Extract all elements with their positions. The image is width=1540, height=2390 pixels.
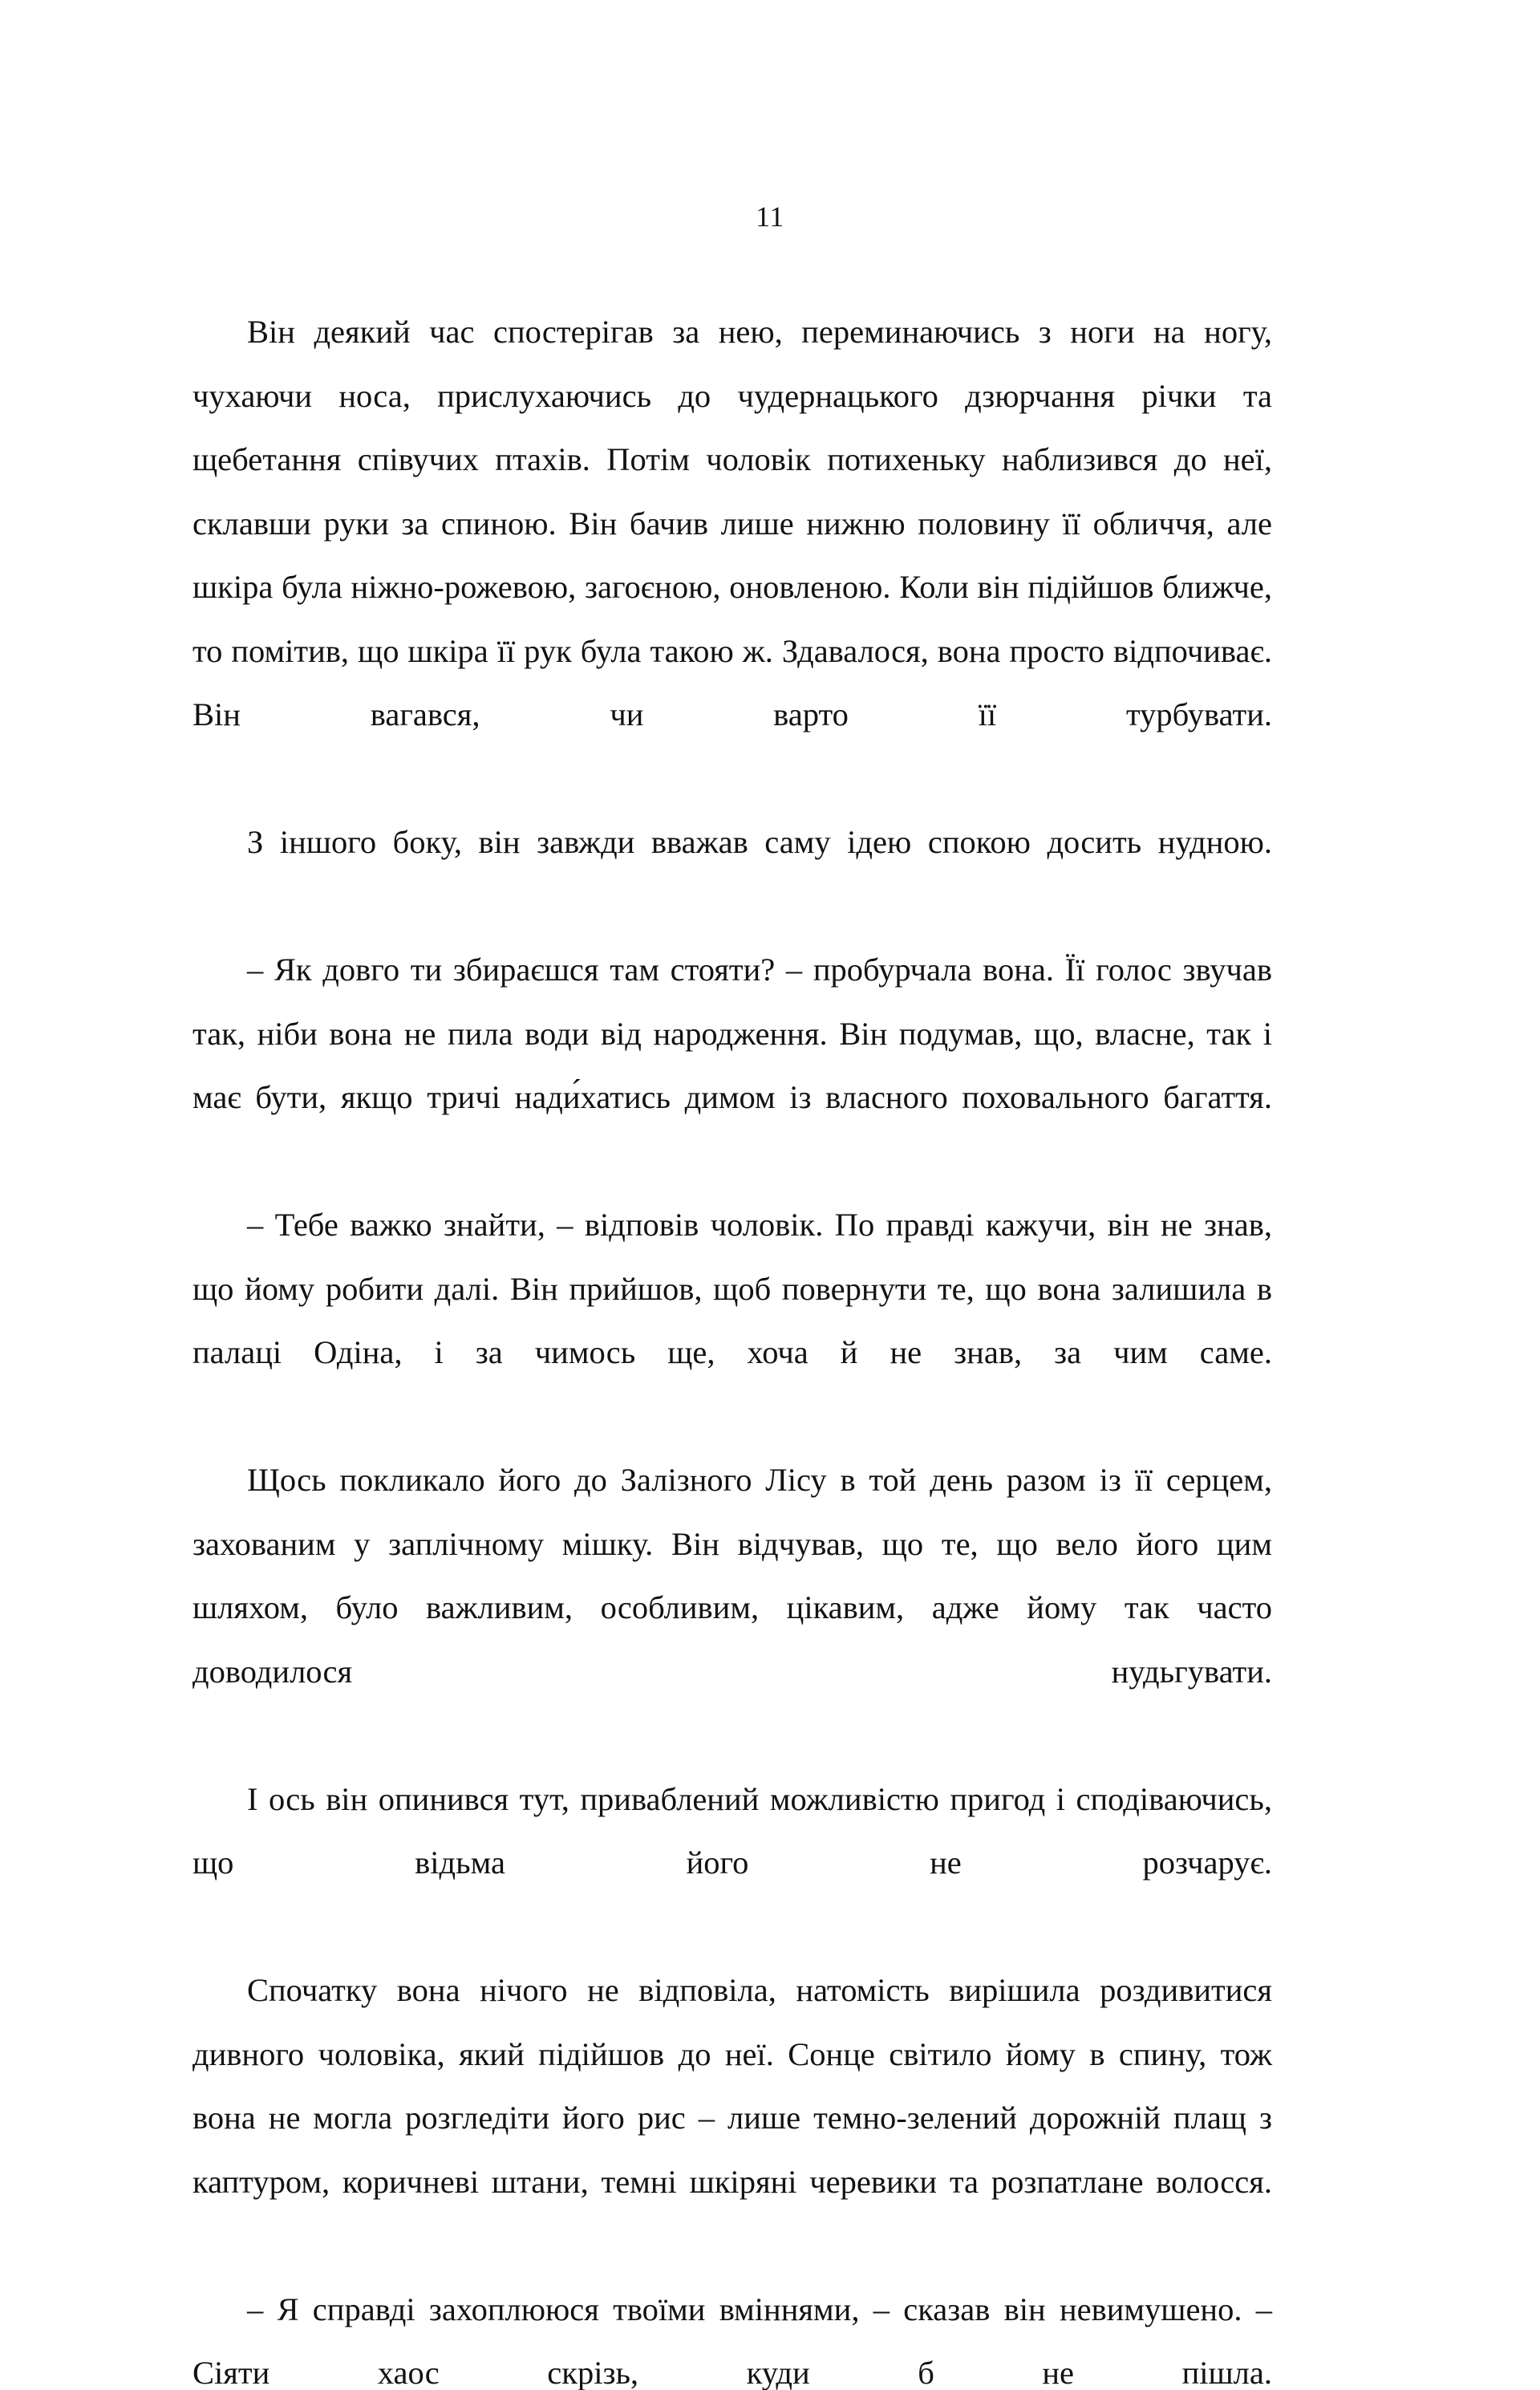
paragraph: І ось він опинився тут, приваблений можливістю пригод і сподіваючись, що відьма його не розчарує.	[192, 1780, 1272, 1881]
paragraph: Спочатку вона нічого не відповіла, натомість вирішила роздивитися дивного чоловіка, який підійшов до неї. Сонце світило йому в спину, тож вона не могла розгледіти його рис – лише темно-зелений дорожній плащ з каптуром, коричневі штани, темні шкіряні черевики та розпатлане волосся.	[192, 1972, 1272, 2200]
page-number: 11	[756, 201, 784, 233]
paragraph: – Я справді захоплююся твоїми вміннями, – сказав він невимушено. – Сіяти хаос скрізь, куди б не пішла.	[192, 2291, 1272, 2390]
paragraph: – Як довго ти збираєшся там стояти? – пробурчала вона. Її голос звучав так, ніби вона не пила води від народження. Він подумав, що, власне, так і має бути, якщо тричі нади́хатись димом із власного поховального багаття.	[192, 952, 1272, 1115]
paragraph: З іншого боку, він завжди вважав саму ідею спокою досить нудною.	[247, 824, 1272, 860]
paragraph: Він деякий час спостерігав за нею, переминаючись з ноги на ногу, чухаючи носа, прислухаючись до чудернацького дзюрчання річки та щебетання співучих птахів. Потім чоловік потихеньку наблизився до неї, склавши руки за спиною. Він бачив лише нижню половину її обличчя, але шкіра була ніжно-рожевою, загоєною, оновленою. Коли він підійшов ближче, то помітив, що шкіра її рук була такою ж. Здавалося, вона просто відпочиває. Він вагався, чи варто її турбувати.	[192, 314, 1272, 732]
paragraph: Щось покликало його до Залізного Лісу в той день разом із її серцем, захованим у заплічному мішку. Він відчував, що те, що вело його цим шляхом, було важливим, особливим, цікавим, адже йому так часто доводилося нудьгувати.	[192, 1462, 1272, 1690]
body-text	[192, 300, 1272, 2390]
paragraph: – Тебе важко знайти, – відповів чоловік. По правді кажучи, він не знав, що йому робити далі. Він прийшов, щоб повернути те, що вона залишила в палаці Одіна, і за чимось ще, хоча й не знав, за чим саме.	[192, 1207, 1272, 1370]
